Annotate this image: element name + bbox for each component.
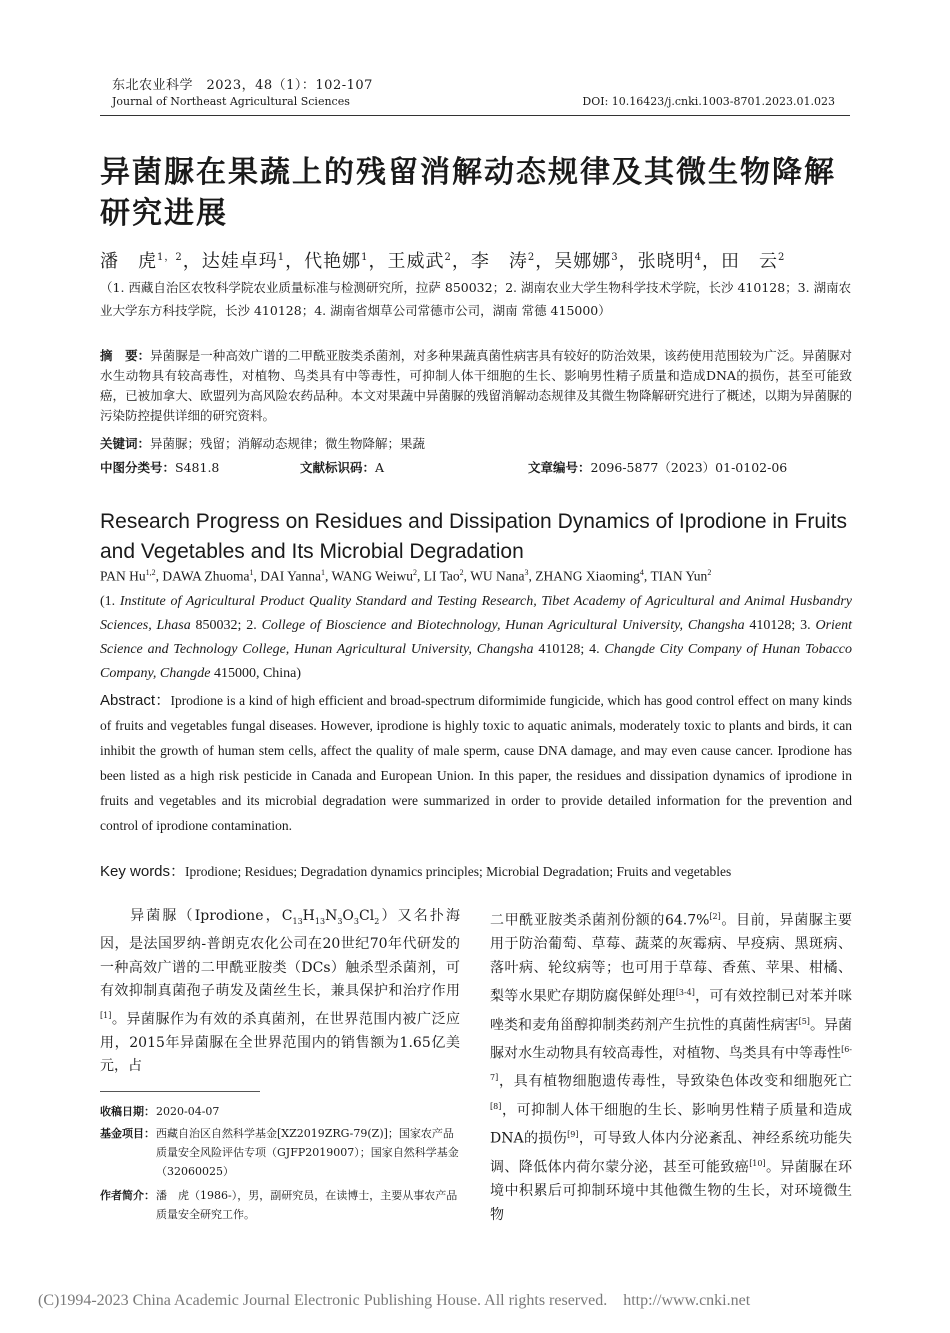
author-affil-sup: 1，2 xyxy=(157,252,183,263)
author-en: PAN Hu xyxy=(100,568,146,584)
author-affil-sup: 2 xyxy=(459,568,464,577)
author-affil-sup: 2 xyxy=(413,568,417,577)
author-affil-sup: 1,2 xyxy=(145,568,156,577)
author-cn: 达娃卓玛 xyxy=(201,251,278,272)
journal-name-cn: 东北农业科学 2023，48（1）：102-107 xyxy=(112,78,373,93)
title-cn: 异菌脲在果蔬上的残留消解动态规律及其微生物降解研究进展 xyxy=(100,155,836,231)
author-en: TIAN Yun xyxy=(650,568,708,584)
author-affil-sup: 2 xyxy=(707,568,712,577)
author-affil-sup: 3 xyxy=(611,252,619,263)
author-cn: 吴娜娜 xyxy=(554,251,612,272)
keywords-cn-label: 关键词： xyxy=(100,436,151,451)
author-affil-sup: 2 xyxy=(527,252,536,263)
keywords-en-label: Key words： xyxy=(100,863,186,880)
citation: [9] xyxy=(567,1130,579,1140)
institution-2: College of Bioscience and Biotechnology, Hunan Agricultural University, Changsha xyxy=(261,618,745,633)
keywords-cn xyxy=(100,434,425,452)
abstract-en-text: Iprodione is a kind of high efficient and broad-spectrum diformimide fungicide, which has good control effect on many kinds of fruits and vegetables fungal diseases. However, iprodione is highly toxic to aquatic animals, moderately toxic to plants and birds, it can inhibit the growth of human stem cells, affect the quality of male sperm, cause DNA damage, and may even cause cancer. Iprodione has been listed as a high risk pesticide in Canada and European Union. In this paper, the residues and dissipation dynamics of iprodione in fruits and vegetables and its microbial degradation were summarized in order to provide detailed information for the prevention and control of iprodione contamination. xyxy=(100,693,852,833)
copyright-watermark: (C)1994-2023 China Academic Journal Electronic Publishing House. All rights reserved. http://www.cnki.net xyxy=(38,1292,751,1309)
author-cn: 潘 虎 xyxy=(100,251,157,272)
author-en: DAI Yanna xyxy=(260,568,321,584)
author-affil-sup: 4 xyxy=(639,568,644,577)
author-cn: 代艳娜 xyxy=(304,251,362,272)
doi: DOI: 10.16423/j.cnki.1003-8701.2023.01.023 xyxy=(582,95,835,108)
author-en: WU Nana xyxy=(470,568,525,584)
author-cn: 田 云 xyxy=(720,251,778,272)
keywords-cn-text: 异菌脲；残留；消解动态规律；微生物降解；果蔬 xyxy=(150,436,426,451)
title-en: Research Progress on Residues and Dissipation Dynamics of Iprodione in Fruits and Vegetables and Its Microbial Degradation xyxy=(100,510,848,563)
keywords-en-text: Iprodione; Residues; Degradation dynamics principles; Microbial Degradation; Fruits and vegetables xyxy=(185,864,732,879)
author-affil-sup: 1 xyxy=(249,568,254,577)
abstract-en xyxy=(100,688,852,838)
author-affil-sup: 1 xyxy=(320,568,325,577)
citation: [3-4] xyxy=(675,988,695,998)
author-affil-sup: 2 xyxy=(777,252,786,263)
author-en: ZHANG Xiaoming xyxy=(535,568,640,584)
citation: [5] xyxy=(798,1016,810,1026)
author-affil-sup: 1 xyxy=(361,252,369,263)
citation: [10] xyxy=(749,1158,766,1168)
author-affil-sup: 3 xyxy=(524,568,529,577)
abstract-cn-text: 异菌脲是一种高效广谱的二甲酰亚胺类杀菌剂，对多种果蔬真菌性病害具有较好的防治效果，该药使用范围较为广泛。异菌脲对水生动物具有较高毒性，对植物、鸟类具有中等毒性，可抑制人体干细胞的生长、影响男性精子质量和造成DNA的损伤，甚至可能致癌，已被加拿大、欧盟列为高风险农药品种。本文对果蔬中异菌脲的残留消解动态规律及其微生物降解研究进行了概述，以期为异菌脲的污染防控提供详细的研究资料。 xyxy=(100,348,852,423)
affiliation-cn: （1. 西藏自治区农牧科学院农业质量标准与检测研究所，拉萨 850032；2. 湖南农业大学生物科学技术学院，长沙 410128；3. 湖南农业大学东方科技学院，长沙 410128；4. 湖南省烟草公司常德市公司，湖南 常德 415000） xyxy=(100,280,852,318)
document-code: 文献标识码：A xyxy=(300,460,385,475)
article-number: 文章编号：2096-5877（2023）01-0102-06 xyxy=(528,460,788,475)
author-en: DAWA Zhuoma xyxy=(162,568,250,584)
footnote-divider xyxy=(100,1091,260,1092)
institution-1: Institute of Agricultural Product Quality Standard and Testing Research, Tibet Academy of Agricultural and Animal Husbandry Sciences, Lhasa xyxy=(100,594,852,633)
author-cn: 王威武 xyxy=(387,251,445,272)
abstract-cn-label: 摘 要： xyxy=(100,348,151,363)
abstract-en-label: Abstract： xyxy=(100,692,171,709)
author-affil-sup: 4 xyxy=(694,252,702,263)
header-divider xyxy=(100,115,850,116)
citation: [2] xyxy=(709,912,721,921)
authors-en: PAN Hu$^{1,2}$, DAWA Zhuoma$^1$, DAI Yanna$^1$, WANG Weiwu$^2$, LI Tao$^2$, WU Nana$^3$, ZHANG Xiaoming$^4$, TIAN Yun$^2$ xyxy=(100,568,712,584)
author-en: WANG Weiwu xyxy=(331,568,413,584)
author-en: LI Tao xyxy=(423,568,460,584)
author-affil-sup: 1 xyxy=(277,252,286,263)
affiliation-en: (1. Institute of Agricultural Product Quality Standard and Testing Research, Tibet Academy of Agricultural and Animal Husbandry Sciences, Lhasa 850032; 2. College of Bioscience and Biotechnology, Hunan Agricultural University, Changsha 410128; 3. Orient Science and Technology College, Hunan Agricultural University, Changsha 410128; 4. Changde City Company of Hunan Tobacco Company, Changde 415000, China) xyxy=(100,594,853,681)
author-cn: 张晓明 xyxy=(637,251,695,272)
author-affil-sup: 2 xyxy=(444,252,452,263)
institution-4: Changde City Company of Hunan Tobacco Company, Changde xyxy=(100,642,852,681)
body-left-column: 异菌脲（Iprodione，$C_{13}H_{13}N_3O_3Cl_2$）又名扑海因，是法国罗纳-普朗克农化公司在20世纪70年代研发的一种高效广谱的二甲酰亚胺类（DCs）触杀型杀菌剂，可有效抑制真菌孢子萌发及菌丝生长，兼具保护和治疗作用[1]。异菌脲作为有效的杀真菌剂，在世界范围内被广泛应用，2015年异菌脲在全世界范围内的销售额为1.65亿美元，占 xyxy=(100,908,460,1075)
body-right-column: 二甲酰亚胺类杀菌剂份额的64.7%[2]。目前，异菌脲主要用于防治葡萄、草莓、蔬菜的灰霉病、早疫病、黑斑病、落叶病、轮纹病等；也可用于草莓、香蕉、苹果、柑橘、梨等水果贮存期防腐保鲜处理[3-4]，可有效控制已对苯并咪唑类和麦角甾醇抑制类药剂产生抗性的真菌性病害[5]。异菌脲对水生动物具有较高毒性，对植物、鸟类具有中等毒性[6-7]，具有植物细胞遗传毒性，导致染色体改变和细胞死亡[8]，可抑制人体干细胞的生长、影响男性精子质量和造成DNA的损伤[9]，可导致人体内分泌紊乱、神经系统功能失调、降低体内荷尔蒙分泌，甚至可能致癌[10]。异菌脲在环境中积累后可抑制环境中其他微生物的生长，对环境微生物 xyxy=(490,912,853,1224)
authors-cn: 潘 虎$^{1,2}$，达娃卓玛$^1$，代艳娜$^1$，王威武$^2$，李 涛$^2$，吴娜娜$^3$，张晓明$^4$，田 云$^2$ xyxy=(100,251,786,272)
journal-name-en: Journal of Northeast Agricultural Sciences xyxy=(112,95,350,108)
abstract-cn xyxy=(100,346,852,426)
citation: [8] xyxy=(490,1101,502,1111)
institution-3: Orient Science and Technology College, Hunan Agricultural University, Changsha xyxy=(100,618,853,657)
citation: [6-7] xyxy=(490,1044,852,1083)
author-cn: 李 涛 xyxy=(470,251,528,272)
citation: [1] xyxy=(100,1010,112,1020)
clc-number: 中图分类号：S481.8 xyxy=(100,460,220,475)
keywords-en xyxy=(100,860,852,881)
